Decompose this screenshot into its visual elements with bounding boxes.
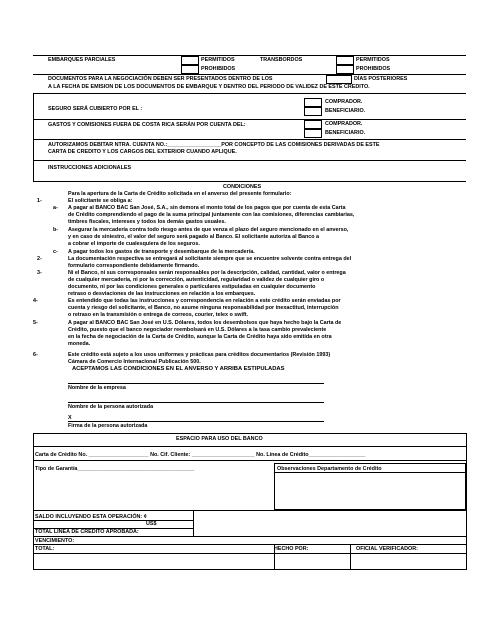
- item-6-line1: Este crédito está sujeto a los usos uniformes y prácticas para créditos documentarios (Revisión 1993): [68, 352, 331, 358]
- tipo-garantia-label: Tipo de Garantía_______________________________________: [35, 466, 195, 472]
- item-c-label: c-: [53, 249, 58, 255]
- item-number-1: 1-: [37, 198, 42, 204]
- item-5-line1: A pagar al BANCO BAC San José en U.S. Dólares, todos los desembolsos que haya hecho bajo la Carta de: [68, 320, 342, 326]
- item-5-line4: moneda.: [68, 341, 91, 347]
- item-b-line3: a cobrar el importe de cualesquiera de los seguros.: [68, 241, 200, 247]
- carta-credito-line: Carta de Crédito No. ____________________ No. Cif. Cliente: _____________________ No. Línea de Crédito___________________: [35, 452, 366, 458]
- transbordos-prohibidos-checkbox[interactable]: [336, 65, 354, 74]
- item-3-line4: retraso o desviaciones de las instrucciones en relación a los embarques.: [68, 291, 256, 297]
- condiciones-intro: Para la apertura de la Carta de Crédito solicitada en el anverso del presente formulario:: [68, 191, 292, 197]
- item-a-line1: A pagar al BANCO BAC San José, S.A., sin demora el monto total de los pagos que por cuenta de esta Carta: [68, 205, 346, 211]
- acepto-statement: ACEPTAMOS LAS CONDICIONES EN EL ANVERSO Y ARRIBA ESTIPULADAS: [72, 366, 285, 372]
- item-c-line1: A pagar todos los gastos de transporte y desembarque de la mercadería.: [68, 249, 255, 255]
- item-4-line1: Es entendido que todas las instrucciones y correspondencia en relación a este crédito serán enviadas por: [68, 298, 341, 304]
- total-linea-label: TOTAL LINEA DE CREDITO APROBADA:: [35, 529, 139, 535]
- item-a-line3: timbres fiscales, intereses y todos los demás gastos usuales.: [68, 219, 226, 225]
- seguro-beneficiario-checkbox[interactable]: [304, 107, 322, 116]
- item-b-line1: Asegurar la mercadería contra todo riesgo antes de que venza el plazo del seguro mencionado en el anverso,: [68, 227, 349, 233]
- item-3-line1: Ni el Banco, ni sus corresponsales serán responsables por la descripción, calidad, cantidad, valor o entrega: [68, 270, 346, 276]
- embarques-permitidos-checkbox[interactable]: [181, 56, 199, 65]
- gastos-beneficiario-label: BENEFICIARIO.: [325, 130, 366, 136]
- item-a-label: a-: [53, 205, 58, 211]
- item-5-line3: en la fecha de negociación de la Carta de Crédito, aunque la Carta de Crédito haya sido emitida en otra: [68, 334, 332, 340]
- item-2-line1: La documentación respectiva se entregará al solicitante siempre que se encuentre solvente contra entrega del: [68, 256, 352, 262]
- item-number-2: 2-: [37, 256, 42, 262]
- instrucciones-label: INSTRUCCIONES ADICIONALES: [48, 165, 132, 171]
- autorizamos-line1: AUTORIZAMOS DEBITAR NTRA. CUENTA NO.:__________________POR CONCEPTO DE LAS COMISIONES DERIVADAS DE ESTE: [48, 142, 380, 148]
- item-b-line2: y en caso de siniestro, el valor del seguro será pagado al Banco. El solicitante autoriza al Banco a: [68, 234, 320, 240]
- hecho-por-label: HECHO POR:: [274, 546, 309, 552]
- signature-x-mark: X: [68, 415, 72, 421]
- dias-label: DÍAS POSTERIORES: [354, 76, 408, 82]
- item-b-label: b-: [53, 227, 59, 233]
- condiciones-intro2: El solicitante se obliga a:: [68, 198, 133, 204]
- embarques-label: EMBARQUES PARCIALES: [48, 57, 116, 63]
- embarques-prohibidos-label: PROHIBIDOS: [201, 66, 236, 72]
- autorizamos-line2: CARTA DE CREDITO Y LOS CARGOS DEL EXTERIOR CUANDO APLIQUE.: [48, 149, 237, 155]
- seguro-comprador-label: COMPRADOR.: [325, 99, 363, 105]
- uss-label: US$: [146, 521, 157, 527]
- item-number-4: 4-: [33, 298, 38, 304]
- nombre-persona-label: Nombre de la persona autorizada: [68, 404, 154, 410]
- banco-title: ESPACIO PARA USO DEL BANCO: [176, 436, 263, 442]
- condiciones-title: CONDICIONES: [223, 184, 262, 190]
- documentos-line2: A LA FECHA DE EMISION DE LOS DOCUMENTOS DE EMBARQUE Y DENTRO DEL PERIODO DE VALIDEZ DE ESTE CREDITO.: [48, 84, 370, 90]
- transbordos-prohibidos-label: PROHIBIDOS: [356, 66, 391, 72]
- embarques-prohibidos-checkbox[interactable]: [181, 65, 199, 74]
- item-number-6: 6-: [33, 352, 38, 358]
- vencimiento-label: VENCIMIENTO:: [35, 538, 75, 544]
- saldo-label: SALDO INCLUYENDO ESTA OPERACIÓN: ¢: [35, 514, 147, 520]
- seguro-comprador-checkbox[interactable]: [304, 98, 322, 107]
- gastos-label: GASTOS Y COMISIONES FUERA DE COSTA RICA SERÁN POR CUENTA DEL:: [48, 122, 246, 128]
- item-5-line2: Crédito, puesto que el banco negociador reembolsará en U.S. Dólares a la tasa cambio prevaleciente: [68, 327, 327, 333]
- item-3-line3: documento, ni por las condiciones generales o particulares estipuladas en cualquier documento: [68, 284, 316, 290]
- firma-label: Firma de la persona autorizada: [68, 423, 148, 429]
- transbordos-permitidos-checkbox[interactable]: [336, 56, 354, 65]
- seguro-beneficiario-label: BENEFICIARIO.: [325, 108, 366, 114]
- item-2-line2: formulario correspondiente debidamente firmando.: [68, 263, 200, 269]
- documentos-line1: DOCUMENTOS PARA LA NEGOCIACIÓN DEBEN SER PRESENTADOS DENTRO DE LOS: [48, 76, 273, 82]
- embarques-permitidos-label: PERMITIDOS: [201, 57, 235, 63]
- item-3-line2: de cualquier mercadería, ni por la corrección, autenticidad, regularidad o validez de cualquier giro o: [68, 277, 325, 283]
- item-number-3: 3-: [37, 270, 42, 276]
- transbordos-label: TRANSBORDOS: [260, 57, 303, 63]
- item-4-line2: cuenta y riesgo del solicitante, el Banco, no asume ninguna responsabilidad por inexactitud, interrupción: [68, 305, 339, 311]
- total-label: TOTAL:: [35, 546, 55, 552]
- item-a-line2: de Crédito comprendiendo el pago de la suma principal juntamente con las comisiones, diferencias cambiarias,: [68, 212, 355, 218]
- gastos-comprador-label: COMPRADOR.: [325, 121, 363, 127]
- oficial-verificador-label: OFICIAL VERIFICADOR:: [356, 546, 418, 552]
- gastos-comprador-checkbox[interactable]: [304, 120, 322, 129]
- dias-input[interactable]: [326, 75, 352, 84]
- observaciones-label: Observaciones Departamento de Crédito: [277, 466, 382, 472]
- item-6-line2: Cámara de Comercio Internacional Publicación 500.: [68, 359, 201, 365]
- item-4-line3: o retraso en la transmisión o entrega de correos, courier, telex o swift.: [68, 312, 249, 318]
- item-number-5: 5-: [33, 320, 38, 326]
- gastos-beneficiario-checkbox[interactable]: [304, 129, 322, 138]
- seguro-label: SEGURO SERÁ CUBIERTO POR EL :: [48, 106, 143, 112]
- transbordos-permitidos-label: PERMITIDOS: [356, 57, 390, 63]
- nombre-empresa-label: Nombre de la empresa: [68, 385, 126, 391]
